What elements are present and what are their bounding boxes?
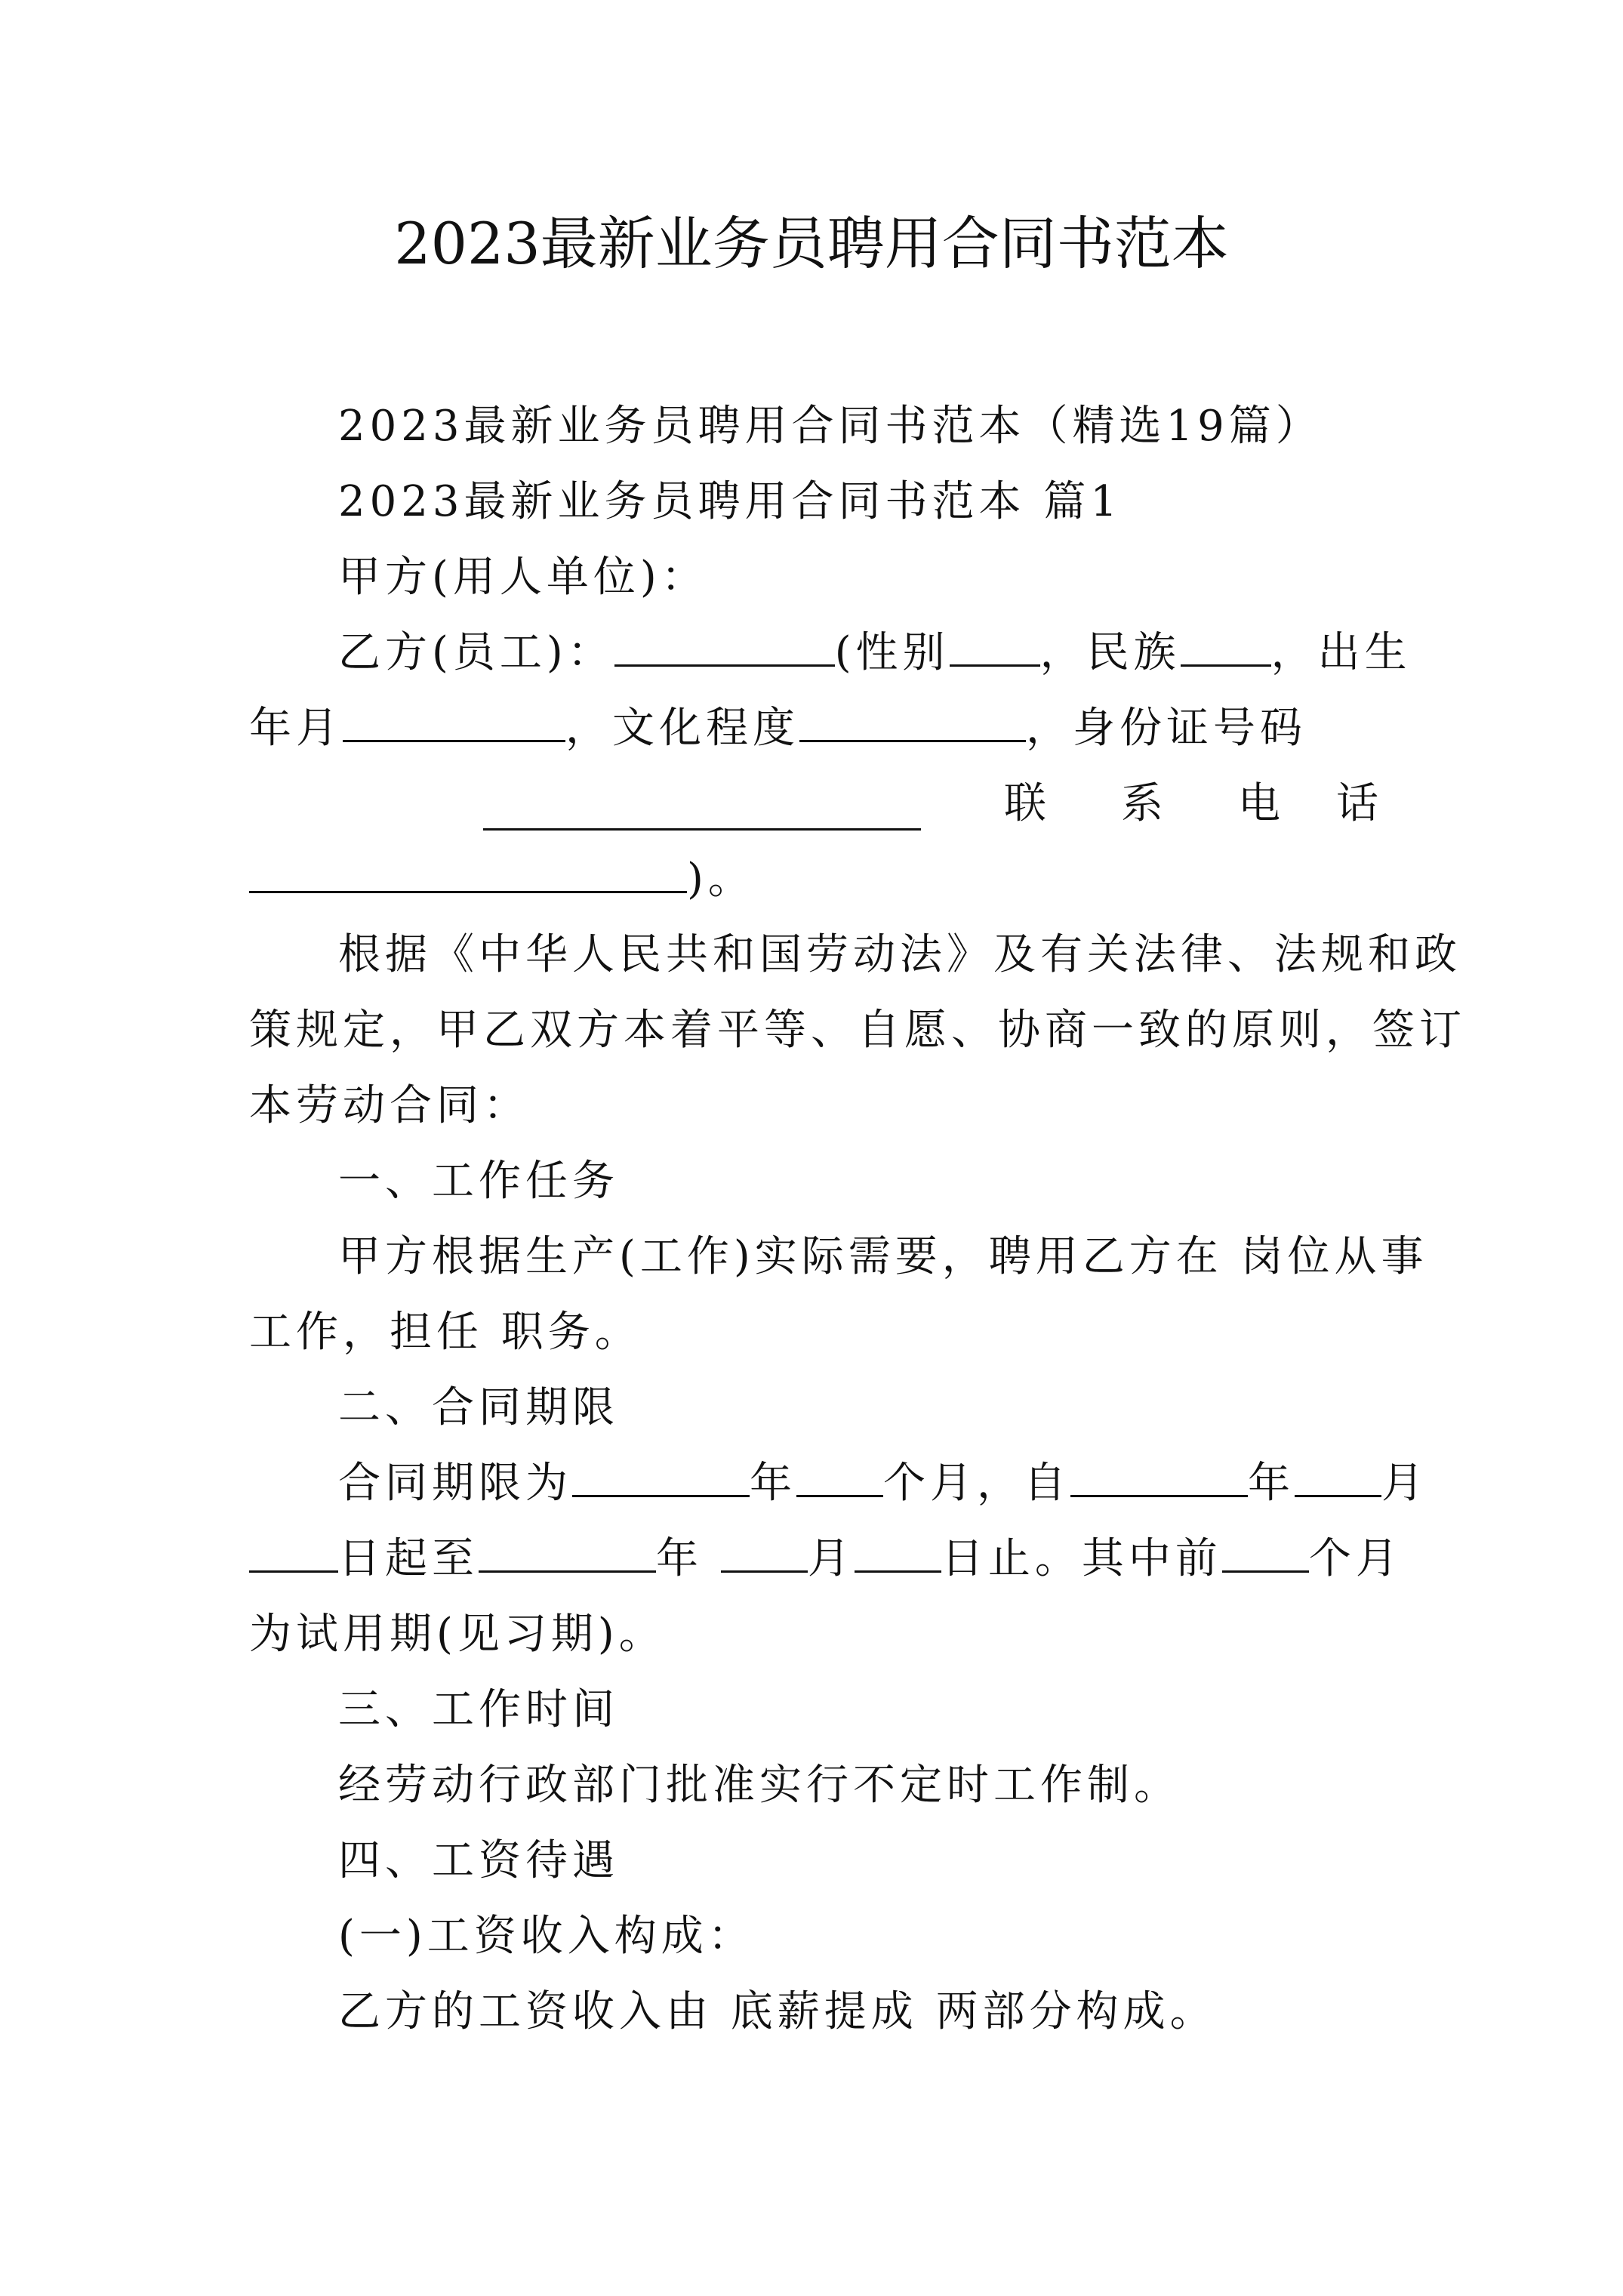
phone-line	[249, 766, 1381, 842]
heading-salary: 四、工资待遇	[338, 1836, 619, 1885]
party-a-line: 甲方(用人单位)：	[338, 553, 708, 602]
heading-contract-term: 二、合同期限	[338, 1383, 619, 1432]
basis-line-2: 策规定，甲乙双方本着平等、自愿、协商一致的原则，签订	[249, 1006, 1466, 1055]
term-line-3: 为试用期(见习期)。	[249, 1610, 666, 1659]
start-day-label: 日起至	[338, 1534, 479, 1583]
subtitle: 2023最新业务员聘用合同书范本（精选19篇）	[338, 402, 1323, 451]
id-number-blank	[483, 783, 921, 831]
hours-line: 经劳动行政部门批准实行不定时工作制。	[338, 1761, 1181, 1810]
basis-line-1: 根据《中华人民共和国劳动法》及有关法律、法规和政	[338, 930, 1461, 979]
term-line-1	[249, 1446, 1428, 1521]
education-blank	[799, 695, 1026, 742]
start-month-label: 月	[1381, 1459, 1428, 1508]
task-line-1: 甲方根据生产(工作)实际需要，聘用乙方在 岗位从事	[338, 1232, 1428, 1281]
party-b-line	[249, 615, 1412, 691]
section-heading: 2023最新业务员聘用合同书范本 篇1	[338, 477, 1122, 526]
term-year-label: 年	[750, 1459, 796, 1508]
start-year-blank	[1070, 1450, 1248, 1497]
birth-label-cont: 年月	[249, 704, 343, 753]
term-months-blank	[796, 1450, 883, 1497]
heading-work-hours: 三、工作时间	[338, 1685, 619, 1734]
education-label: ，文化程度	[565, 704, 799, 753]
heading-work-task: 一、工作任务	[338, 1157, 619, 1206]
basis-line-3: 本劳动合同：	[249, 1081, 530, 1130]
end-month-label: 月	[807, 1534, 855, 1583]
close-paren: )。	[687, 855, 755, 904]
salary-subheading: (一)工资收入构成：	[338, 1912, 755, 1961]
phone-char: 系	[1121, 779, 1163, 828]
birth-label: ，出生	[1270, 628, 1412, 677]
term-months-label: 个月，自	[883, 1459, 1070, 1508]
gender-blank	[950, 619, 1040, 667]
probation-blank	[1222, 1525, 1309, 1573]
term-line-2	[249, 1521, 1403, 1597]
ethnicity-label: ，民族	[1039, 628, 1181, 677]
start-year-label: 年	[1248, 1459, 1295, 1508]
end-day-blank	[855, 1525, 941, 1573]
probation-label: 个月	[1308, 1534, 1403, 1583]
start-day-blank	[249, 1525, 338, 1573]
phone-blank	[249, 846, 687, 893]
end-day-label: 日止。其中前	[941, 1534, 1222, 1583]
end-year-label: 年	[656, 1534, 721, 1583]
birth-education-line	[249, 691, 1381, 766]
ethnicity-blank	[1181, 619, 1271, 667]
end-year-blank	[479, 1525, 656, 1573]
id-label: ，身份证号码	[1026, 704, 1307, 753]
phone-char: 联	[1004, 779, 1046, 828]
salary-line: 乙方的工资收入由 底薪提成 两部分构成。	[338, 1987, 1217, 2036]
name-blank	[614, 619, 835, 667]
birth-blank	[343, 695, 565, 742]
party-b-label: 乙方(员工)：	[338, 628, 614, 677]
start-month-blank	[1295, 1450, 1381, 1497]
term-label: 合同期限为	[338, 1459, 572, 1508]
task-line-2: 工作，担任 职务。	[249, 1308, 642, 1357]
term-years-blank	[572, 1450, 750, 1497]
end-month-blank	[721, 1525, 808, 1573]
document-title: 2023最新业务员聘用合同书范本	[394, 210, 1229, 277]
phone-char: 话	[1336, 779, 1378, 828]
phone-char: 电	[1238, 779, 1280, 828]
phone-blank-line	[249, 842, 1381, 917]
gender-label: (性别	[834, 628, 950, 677]
